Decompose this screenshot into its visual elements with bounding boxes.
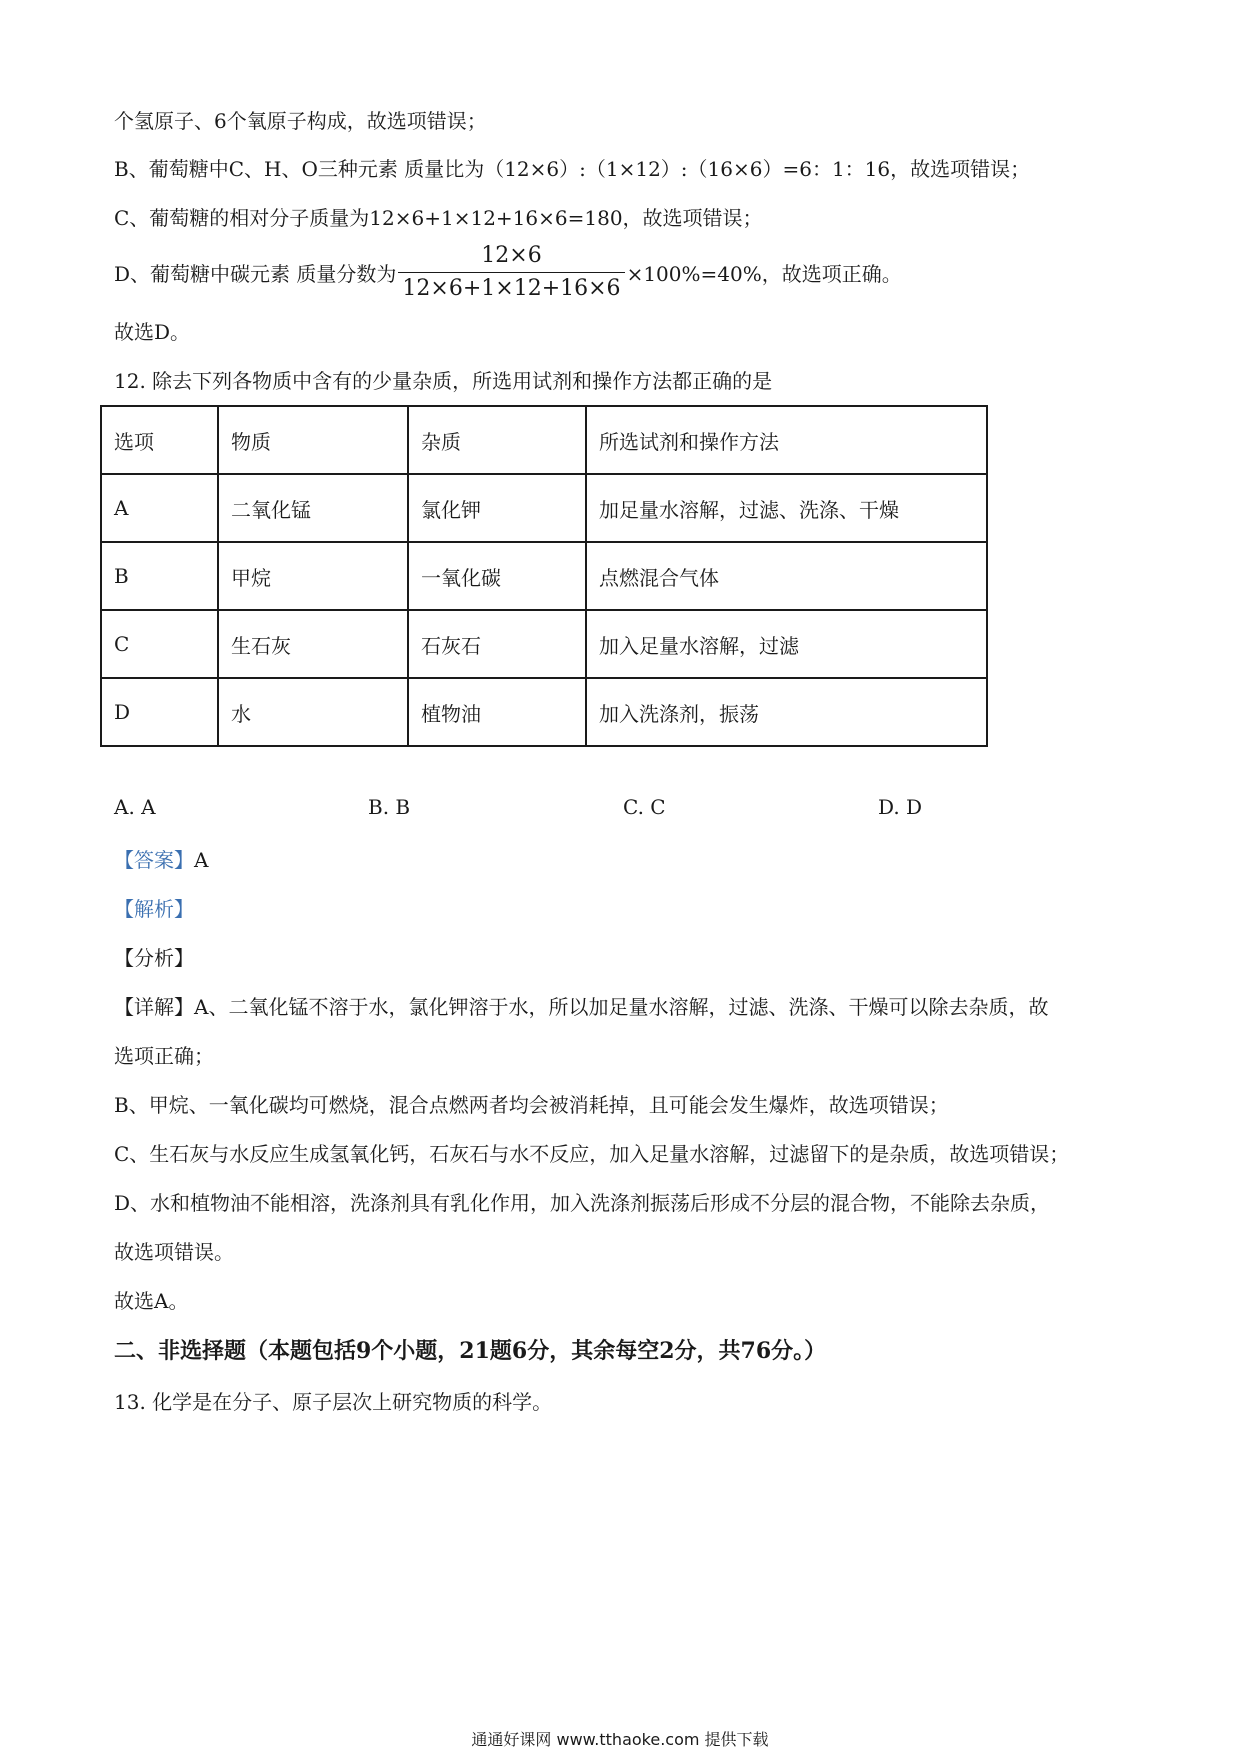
header-cell: 物质 bbox=[218, 406, 408, 474]
analysis-label-line bbox=[114, 894, 194, 924]
page-footer: 通通好课网 www.tthaoke.com 提供下载 bbox=[471, 1730, 769, 1749]
detail-line-1 bbox=[114, 992, 1048, 1022]
header-cell: 所选试剂和操作方法 bbox=[586, 406, 987, 474]
fraction-denominator: 12×6+1×12+16×6 bbox=[398, 272, 624, 302]
detail-text-1: A、二氧化锰不溶于水，氯化钾溶于水，所以加足量水溶解，过滤、洗涤、干燥可以除去杂质，故 bbox=[194, 995, 1049, 1019]
question-12-table bbox=[100, 405, 988, 747]
table-row bbox=[101, 610, 987, 678]
section-2-heading: 二、非选择题（本题包括9个小题，21题6分，其余每空2分，共76分。） bbox=[114, 1338, 827, 1364]
table-row bbox=[101, 678, 987, 746]
table-cell: D bbox=[101, 678, 218, 746]
answer-line bbox=[114, 845, 208, 875]
table-cell: 植物油 bbox=[408, 678, 586, 746]
text-line-1: 个氢原子、6个氧原子构成，故选项错误； bbox=[114, 109, 487, 133]
table-cell: 二氧化锰 bbox=[218, 474, 408, 542]
option-c: C. C bbox=[623, 795, 666, 819]
answer-options bbox=[114, 795, 1014, 825]
detail-line-6: 故选项错误。 bbox=[114, 1240, 234, 1264]
option-d: D. D bbox=[878, 795, 923, 819]
detail-line-4: C、生石灰与水反应生成氢氧化钙，石灰石与水不反应，加入足量水溶解，过滤留下的是杂质，故选项错误； bbox=[114, 1142, 1070, 1166]
table-row bbox=[101, 542, 987, 610]
mass-fraction-suffix: ×100%=40%，故选项正确。 bbox=[626, 261, 902, 286]
table-cell: 一氧化碳 bbox=[408, 542, 586, 610]
table-cell: C bbox=[101, 610, 218, 678]
detail-label: 【详解】 bbox=[114, 995, 194, 1019]
table-cell: 加入洗涤剂，振荡 bbox=[586, 678, 987, 746]
header-cell: 杂质 bbox=[408, 406, 586, 474]
conclusion-line: 故选D。 bbox=[114, 320, 191, 344]
table-cell: 石灰石 bbox=[408, 610, 586, 678]
table-row bbox=[101, 474, 987, 542]
option-b: B. B bbox=[368, 795, 411, 819]
header-cell: 选项 bbox=[101, 406, 218, 474]
table-cell: 加入足量水溶解，过滤 bbox=[586, 610, 987, 678]
text-line-3: C、葡萄糖的相对分子质量为12×6+1×12+16×6=180，故选项错误； bbox=[114, 206, 763, 230]
table-cell: 水 bbox=[218, 678, 408, 746]
fenxi-label: 【分析】 bbox=[114, 946, 194, 970]
question-12-stem: 12. 除去下列各物质中含有的少量杂质，所选用试剂和操作方法都正确的是 bbox=[114, 369, 773, 393]
analysis-label: 【解析】 bbox=[114, 897, 194, 921]
answer-label: 【答案】 bbox=[114, 848, 194, 872]
table-cell: 甲烷 bbox=[218, 542, 408, 610]
table-cell: B bbox=[101, 542, 218, 610]
table-cell: 生石灰 bbox=[218, 610, 408, 678]
detail-line-2: 选项正确； bbox=[114, 1044, 214, 1068]
detail-line-7: 故选A。 bbox=[114, 1289, 189, 1313]
fraction bbox=[398, 243, 624, 302]
table-cell: 加足量水溶解，过滤、洗涤、干燥 bbox=[586, 474, 987, 542]
question-13-stem: 13. 化学是在分子、原子层次上研究物质的科学。 bbox=[114, 1390, 553, 1414]
fraction-numerator: 12×6 bbox=[481, 242, 542, 268]
answer-value: A bbox=[194, 848, 209, 872]
mass-fraction-prefix: D、葡萄糖中碳元素 质量分数为 bbox=[114, 261, 397, 286]
table-cell: A bbox=[101, 474, 218, 542]
text-line-2: B、葡萄糖中C、H、O三种元素 质量比为（12×6）:（1×12）:（16×6）=6：1：16，故选项错误； bbox=[114, 157, 1031, 181]
option-a: A. A bbox=[114, 795, 156, 819]
detail-line-3: B、甲烷、一氧化碳均可燃烧，混合点燃两者均会被消耗掉，且可能会发生爆炸，故选项错误； bbox=[114, 1093, 949, 1117]
table-header-row bbox=[101, 406, 987, 474]
detail-line-5: D、水和植物油不能相溶，洗涤剂具有乳化作用，加入洗涤剂振荡后形成不分层的混合物，不能除去杂质， bbox=[114, 1191, 1051, 1215]
mass-fraction-line bbox=[114, 240, 902, 304]
table-cell: 氯化钾 bbox=[408, 474, 586, 542]
table-cell: 点燃混合气体 bbox=[586, 542, 987, 610]
